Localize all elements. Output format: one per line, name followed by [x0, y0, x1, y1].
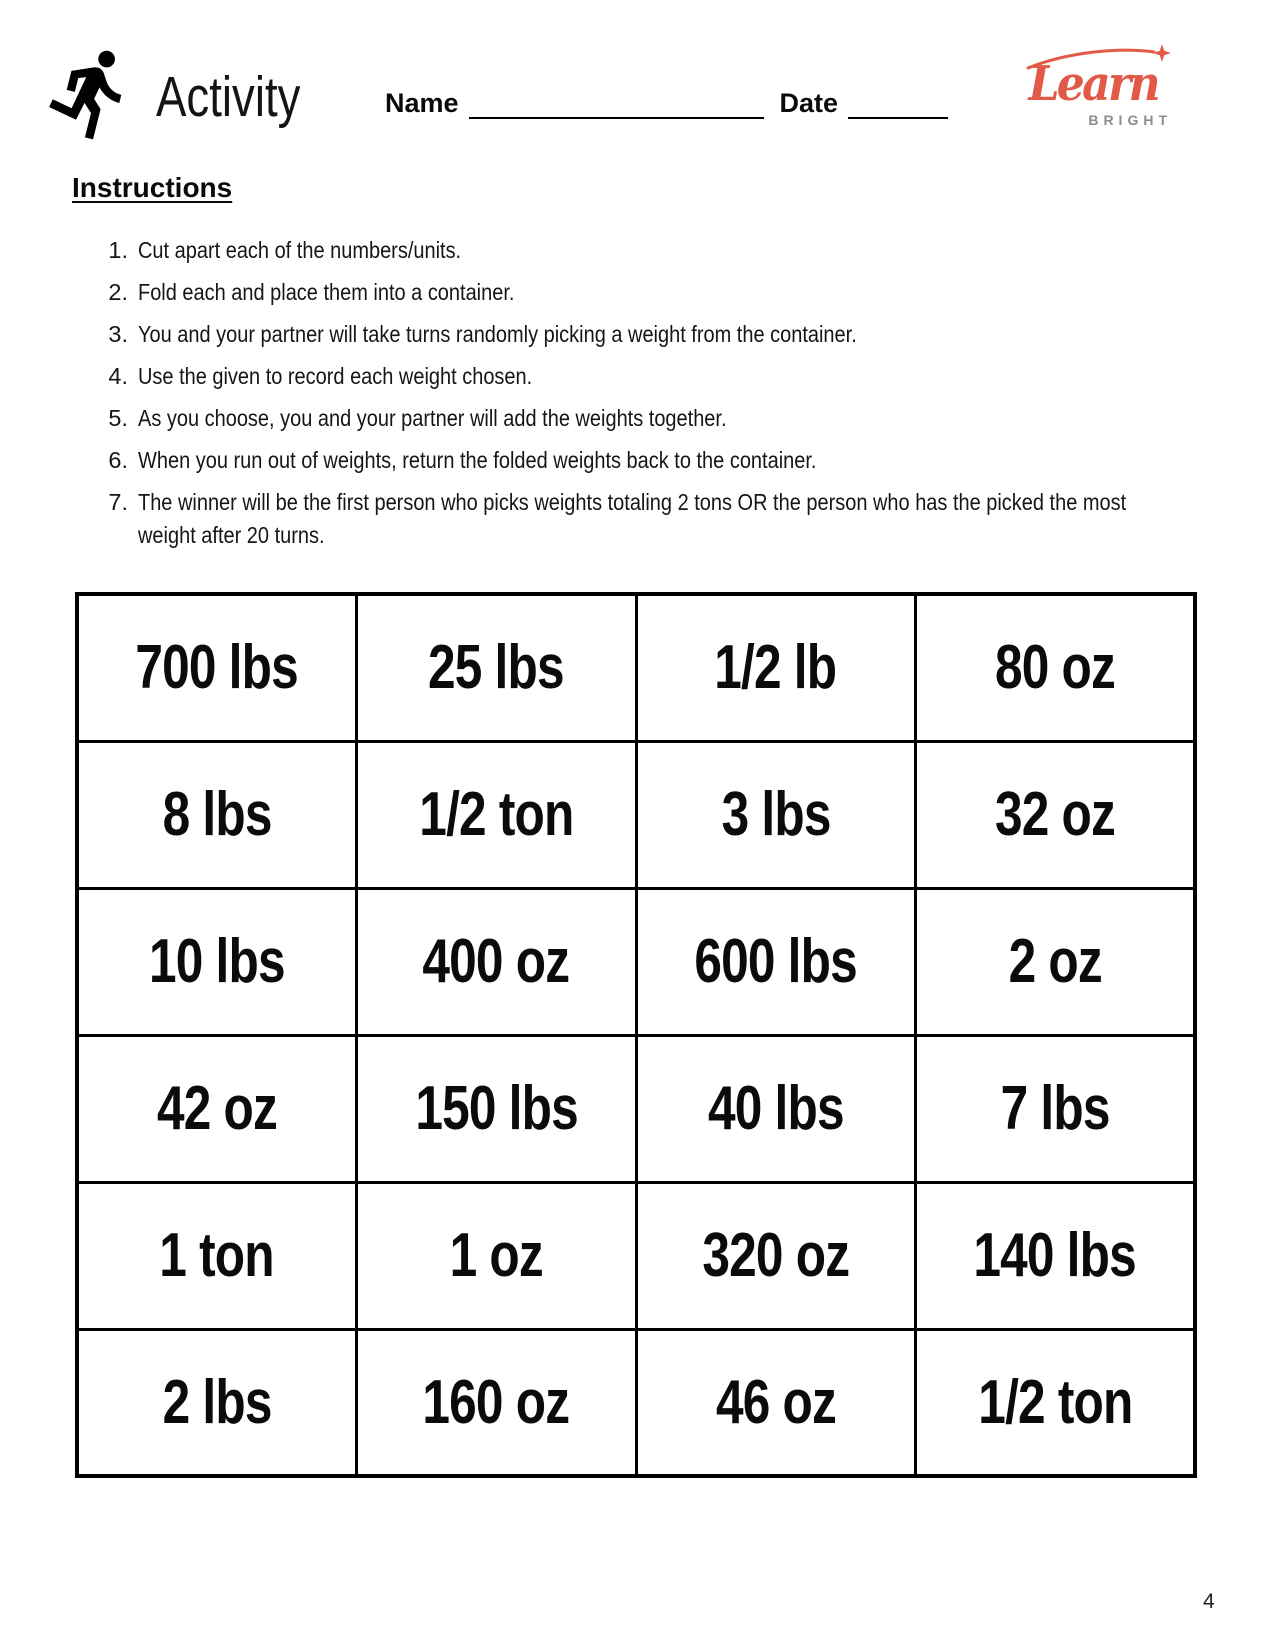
weight-value: 80 oz	[994, 633, 1116, 703]
instruction-text: You and your partner will take turns randomly picking a weight from the container.	[138, 321, 857, 347]
instruction-item	[72, 444, 1187, 477]
instruction-text: Cut apart each of the numbers/units.	[138, 237, 462, 263]
weight-value: 1 oz	[449, 1221, 543, 1290]
weight-cell	[77, 1329, 357, 1476]
weight-cell	[636, 741, 916, 888]
instructions-heading: Instructions	[72, 172, 233, 203]
instruction-text: As you choose, you and your partner will add the weights together.	[138, 405, 727, 431]
weight-cell	[636, 888, 916, 1035]
instruction-text: The winner will be the first person who picks weights totaling 2 tons OR the person who has the picked the most weight after 20 turns.	[138, 489, 1127, 548]
date-label: Date	[779, 88, 839, 118]
logo-bright-text: BRIGHT	[1088, 112, 1172, 128]
weight-cell	[916, 741, 1196, 888]
weight-cell	[916, 1035, 1196, 1182]
weight-table	[75, 592, 1197, 1478]
weight-cell	[916, 1329, 1196, 1476]
name-label: Name	[385, 88, 459, 118]
weight-cell	[916, 888, 1196, 1035]
weight-row	[77, 888, 1195, 1035]
learn-bright-logo	[1024, 44, 1174, 140]
weight-value: 1/2 ton	[419, 780, 574, 849]
weight-value: 25 lbs	[428, 633, 565, 703]
weight-cell	[357, 1182, 637, 1329]
name-date-row	[385, 88, 948, 119]
weight-value: 320 oz	[702, 1221, 850, 1290]
instruction-number: 4.	[108, 363, 128, 389]
weight-cell	[357, 594, 637, 741]
weight-value: 7 lbs	[1000, 1074, 1110, 1143]
weight-cell	[77, 1182, 357, 1329]
weight-row	[77, 741, 1195, 888]
weight-value: 600 lbs	[694, 927, 858, 996]
instructions-section	[72, 172, 1187, 561]
weight-cell	[916, 594, 1196, 741]
instruction-number: 7.	[108, 489, 128, 515]
weight-value: 1/2 lb	[714, 633, 837, 703]
weight-value: 10 lbs	[149, 927, 285, 996]
weight-value: 140 lbs	[973, 1221, 1137, 1290]
weight-value: 400 oz	[422, 927, 570, 996]
instruction-number: 5.	[108, 405, 128, 431]
weight-value: 1 ton	[159, 1221, 275, 1290]
weight-cell	[77, 741, 357, 888]
weight-row	[77, 1329, 1195, 1476]
weight-cell	[636, 1182, 916, 1329]
page-title: Activity	[156, 65, 301, 129]
weight-value: 8 lbs	[162, 780, 272, 849]
instruction-item	[72, 234, 1187, 267]
weight-cell	[77, 594, 357, 741]
instruction-text: Use the given to record each weight chosen.	[138, 363, 533, 389]
date-blank-line	[848, 89, 948, 119]
instruction-item	[72, 486, 1187, 552]
instruction-number: 3.	[108, 321, 128, 347]
instruction-number: 6.	[108, 447, 128, 473]
instruction-number: 1.	[108, 237, 128, 263]
weight-cell	[357, 1329, 637, 1476]
weight-value: 2 lbs	[162, 1367, 272, 1437]
instructions-list	[72, 234, 1187, 552]
weight-row	[77, 1035, 1195, 1182]
weight-cell	[357, 1035, 637, 1182]
logo-learn-text: Learn	[1028, 56, 1158, 112]
instruction-item	[72, 318, 1187, 351]
weight-value: 150 lbs	[414, 1074, 578, 1143]
instruction-item	[72, 276, 1187, 309]
weight-cell	[636, 1329, 916, 1476]
weight-value: 1/2 ton	[977, 1367, 1133, 1437]
weight-cell	[357, 741, 637, 888]
weight-value: 42 oz	[156, 1074, 278, 1143]
weight-cell	[77, 1035, 357, 1182]
weight-value: 40 lbs	[707, 1074, 844, 1143]
weight-value: 700 lbs	[135, 633, 299, 703]
weight-row	[77, 594, 1195, 741]
weight-cell	[636, 594, 916, 741]
running-person-icon	[40, 42, 144, 142]
weight-value: 2 oz	[1008, 927, 1102, 996]
weight-value: 46 oz	[715, 1367, 836, 1437]
weight-cell	[916, 1182, 1196, 1329]
instruction-item	[72, 360, 1187, 393]
instruction-text: When you run out of weights, return the folded weights back to the container.	[138, 447, 817, 473]
weight-cell	[77, 888, 357, 1035]
instruction-item	[72, 402, 1187, 435]
weight-row	[77, 1182, 1195, 1329]
page-number: 4	[1203, 1590, 1215, 1613]
instruction-text: Fold each and place them into a container.	[138, 279, 515, 305]
weight-value: 160 oz	[422, 1367, 570, 1437]
weight-value: 32 oz	[994, 780, 1116, 849]
weight-value: 3 lbs	[721, 780, 831, 849]
name-blank-line	[469, 89, 764, 119]
instruction-number: 2.	[108, 279, 128, 305]
weight-cell	[357, 888, 637, 1035]
weight-cell	[636, 1035, 916, 1182]
